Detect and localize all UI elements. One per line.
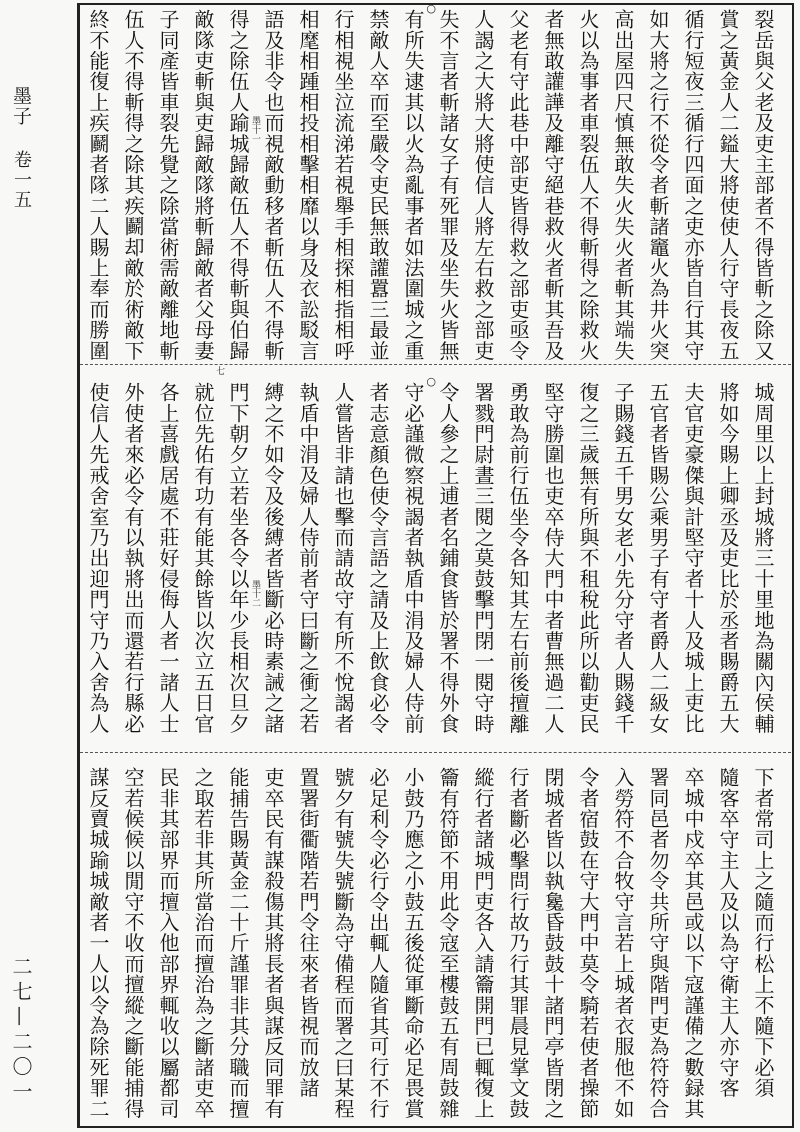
text-column	[640, 767, 675, 1119]
column-text: 子同產皆車裂先覺之除當術需敵離地斬	[156, 9, 180, 361]
column-text: 行者斷必擊問行故乃行其罪晨見掌文鼓	[506, 767, 530, 1119]
column-text: 號夕有號失號斷為守備程而署之曰某程	[331, 767, 355, 1119]
text-column	[535, 9, 570, 361]
column-text: 者無敢讙譁及離守絕巷救火者斬其吾及	[541, 9, 565, 361]
text-column	[745, 382, 780, 734]
column-text: 高出屋四尺慎無敢失火失火者斬其端失	[611, 9, 635, 361]
text-column	[395, 2, 436, 361]
text-column	[80, 767, 115, 1119]
leaf-mark: 七	[214, 366, 224, 375]
text-column	[290, 9, 325, 361]
text-column	[185, 382, 220, 734]
column-text: 五官者皆賜公乘男子有守者爵人二級女	[646, 382, 670, 734]
text-column	[570, 767, 605, 1119]
text-column	[605, 382, 640, 734]
column-text: 勇敢為前行伍坐令各知其左右前後擅離	[506, 382, 530, 734]
column-text: 卒城中戍卒其邑或以下寇謹備之數録其	[681, 767, 705, 1119]
text-column	[570, 9, 605, 361]
text-column	[290, 382, 325, 734]
column-text: 執盾中涓及婦人侍前者守曰斷之衝之若	[296, 382, 320, 734]
juan-label: 卷一五	[11, 150, 32, 210]
text-column	[360, 9, 395, 361]
column-text: 吏卒民有謀殺傷其將長者與謀反同罪有	[261, 767, 285, 1119]
column-text: 置署街衢階若門令往來者皆視而放諸	[296, 767, 320, 1099]
text-column	[675, 9, 710, 361]
text-column	[710, 767, 745, 1119]
column-text: 縱行者諸城門吏各入請籥開門已輒復上	[471, 767, 495, 1119]
column-text: 人嘗皆非請也擊而請故守有所不悅謁者	[331, 382, 355, 734]
column-text: 籥有符節不用此令寇至樓鼓五有周鼓雜	[436, 767, 460, 1119]
text-column	[675, 767, 710, 1119]
column-text: 必足利令必行令出輒人隨省其可行不行	[366, 767, 390, 1119]
text-register-bottom	[80, 767, 780, 1119]
text-column	[150, 382, 185, 734]
column-text: 門下朝夕立若坐各令以年少長相次旦夕	[226, 382, 250, 734]
column-text: 縛之不如令及後縛者皆斷必時素誡之諸	[261, 382, 285, 734]
text-column	[80, 382, 115, 734]
column-text: 人謁之大將大將使信人將左右救之部吏	[471, 9, 495, 361]
column-text: 復之三歲無有所與不租稅此所以勸吏民	[576, 382, 600, 734]
column-text: 守必謹微察視謁者執盾中涓及婦人侍前	[401, 382, 425, 734]
register-divider	[80, 364, 791, 365]
text-column	[465, 767, 500, 1119]
column-text: 裂岳與父老及吏主部者不得皆斬之除又	[751, 9, 775, 361]
column-text: 語及非令也而視敵動移者斬伍人不得斬	[261, 9, 285, 361]
register-divider	[80, 752, 791, 753]
column-text: 敵隊吏斬與吏歸敵隊將斬歸敵者父母妻	[191, 9, 215, 361]
column-text: 閉城者皆以執毚昏鼓鼓十諸門亭皆閉之	[541, 767, 565, 1119]
column-text: 如大將之行不從令者斬諸竈火為井火突	[646, 9, 670, 361]
text-column	[430, 9, 465, 361]
text-column	[255, 382, 290, 734]
column-text: 小鼓乃應之小鼓五後從軍斷命必足畏賞	[401, 767, 425, 1119]
text-column	[395, 767, 430, 1119]
text-column	[710, 9, 745, 361]
text-column	[605, 9, 640, 361]
text-column	[150, 767, 185, 1119]
text-column	[745, 9, 780, 361]
text-column	[640, 9, 675, 361]
text-column	[500, 767, 535, 1119]
column-text: 入勞符不合牧守言若上城者衣服他不如	[611, 767, 635, 1119]
text-column	[325, 382, 360, 734]
column-text: 之取若非其所當治而擅治為之斷諸吏卒	[191, 767, 215, 1119]
column-text: 隨客卒守主人及以為守衛主人亦守客	[716, 767, 740, 1099]
column-text: 有所失逮其以火為亂事者如法圍城之重	[401, 9, 425, 361]
column-text: 使信人先戒舍室乃出迎門守乃入舍為人	[86, 382, 110, 734]
text-column	[290, 767, 325, 1119]
column-text: 將如今賜上卿丞及吏比於丞者賜爵五大	[716, 382, 740, 734]
column-text: 城周里以上封城將三十里地為關內侯輔	[751, 382, 775, 734]
column-text: 各上喜戲居處不莊好侵侮人者一諸人士	[156, 382, 180, 734]
text-column	[115, 9, 150, 361]
text-column	[710, 382, 745, 734]
column-text: 令者宿鼓在守大門中莫令騎若使者操節	[576, 767, 600, 1119]
text-column	[535, 767, 570, 1119]
text-column	[465, 382, 500, 734]
column-text: 謀反賣城踰城敵者一人以令為除死罪二	[86, 767, 110, 1119]
text-column	[255, 767, 290, 1119]
text-column	[220, 382, 255, 734]
text-column	[220, 767, 255, 1119]
text-column	[745, 767, 780, 1119]
column-text: 循行短夜三循行四面之吏亦皆自行其守	[681, 9, 705, 361]
column-text: 失不言者斬諸女子有死罪及坐失火皆無	[436, 9, 460, 361]
text-column	[360, 382, 395, 734]
text-column	[535, 382, 570, 734]
column-text: 民非其部界而擅入他部界輒收以屬都司	[156, 767, 180, 1119]
paragraph-circle-mark: ○	[426, 375, 436, 388]
text-column	[185, 9, 220, 361]
text-column	[605, 767, 640, 1119]
text-column	[640, 382, 675, 734]
text-column	[115, 767, 150, 1119]
column-text: 下者常司上之隨而行松上不隨下必須	[751, 767, 775, 1099]
column-text: 子賜錢五千男女老小先分守者人賜錢千	[611, 382, 635, 734]
column-text: 能捕告賜黃金二十斤謹罪非其分職而擅	[226, 767, 250, 1119]
column-text: 堅守勝圍也吏卒侍大門中者曹無過二人	[541, 382, 565, 734]
text-column	[220, 9, 255, 361]
column-text: 就位先佑有功有能其餘皆以次立五日官	[191, 382, 215, 734]
column-text: 署戮門尉晝三閱之莫鼓擊門閉一閱守時	[471, 382, 495, 734]
text-column	[150, 9, 185, 361]
text-column	[360, 767, 395, 1119]
column-text: 相麾相踵相投相擊相靡以身及衣訟駁言	[296, 9, 320, 361]
column-text: 賞之黃金人二鎰大將使使人行守長夜五	[716, 9, 740, 361]
paragraph-circle-mark: ○	[426, 2, 436, 15]
text-column	[430, 767, 465, 1119]
text-column	[255, 9, 290, 361]
page-number: 二七—二〇一	[9, 956, 33, 1106]
text-register-middle	[80, 375, 780, 734]
text-column	[430, 382, 465, 734]
book-title: 墨子	[10, 86, 32, 126]
column-text: 禁敵人卒而至嚴令吏民無敢讙囂三最並	[366, 9, 390, 361]
text-column	[80, 9, 115, 361]
text-column	[395, 375, 436, 734]
leaf-note: 墨十二	[250, 580, 260, 607]
text-column	[675, 382, 710, 734]
column-text: 終不能復上疾鬬者隊二人賜上奉而勝圍	[86, 9, 110, 361]
column-text: 得之除伍人踰城歸敵伍人不得斬與伯歸	[226, 9, 250, 361]
column-text: 行相視坐泣流涕若視舉手相探相指相呼	[331, 9, 355, 361]
text-column	[500, 382, 535, 734]
column-text: 空若候候以閒守不收而擅縱之斷能捕得	[121, 767, 145, 1119]
text-column	[465, 9, 500, 361]
text-column	[115, 382, 150, 734]
column-text: 伍人不得斬得之除其疾鬬却敵於術敵下	[121, 9, 145, 361]
text-column	[325, 9, 360, 361]
text-register-top	[80, 2, 780, 361]
column-text: 署同邑者勿令共所守與階門吏為符符合	[646, 767, 670, 1119]
text-column	[500, 9, 535, 361]
column-text: 夫官吏豪傑與計堅守者十人及城上吏比	[681, 382, 705, 734]
column-text: 火以為事者車裂伍人不得斬得之除救火	[576, 9, 600, 361]
column-text: 者志意顏色使令言語之請及上飲食必令	[366, 382, 390, 734]
text-column	[185, 767, 220, 1119]
column-text: 外使者來必令有以執將出而還若行縣必	[121, 382, 145, 734]
text-column	[325, 767, 360, 1119]
text-column	[570, 382, 605, 734]
leaf-note: 墨十一	[250, 116, 260, 143]
column-text: 令人參之上逋者名鋪食皆於署不得外食	[436, 382, 460, 734]
column-text: 父老有守此巷中部吏皆得救之部吏亟令	[506, 9, 530, 361]
